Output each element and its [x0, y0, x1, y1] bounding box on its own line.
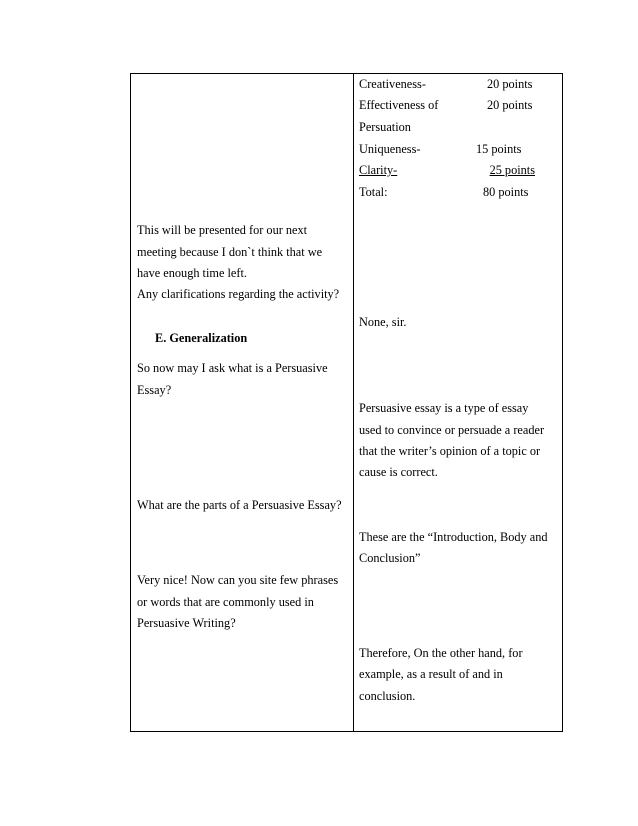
teacher-question: Essay?	[137, 383, 172, 397]
teacher-line: have enough time left.	[137, 266, 247, 280]
rubric-points: 25 points	[489, 163, 535, 177]
student-answer: Persuasive essay is a type of essay	[359, 401, 529, 415]
rubric-total-label: Total:	[359, 185, 388, 199]
teacher-question: Persuasive Writing?	[137, 616, 236, 630]
rubric-criterion: Creativeness-	[359, 77, 426, 91]
student-answer: These are the “Introduction, Body and	[359, 530, 548, 544]
student-answer: None, sir.	[359, 315, 407, 329]
rubric-total-points: 80 points	[483, 185, 529, 199]
rubric-criterion: Persuation	[359, 120, 411, 134]
student-answer: conclusion.	[359, 689, 416, 703]
student-answer: example, as a result of and in	[359, 667, 503, 681]
section-heading: E. Generalization	[155, 331, 248, 345]
teacher-question: So now may I ask what is a Persuasive	[137, 361, 328, 375]
column-divider	[353, 73, 354, 732]
student-answer: that the writer’s opinion of a topic or	[359, 444, 541, 458]
teacher-line: This will be presented for our next	[137, 223, 308, 237]
teacher-question: or words that are commonly used in	[137, 595, 314, 609]
rubric-points: 20 points	[487, 98, 533, 112]
student-answer: Conclusion”	[359, 551, 421, 565]
teacher-question: Very nice! Now can you site few phrases	[137, 573, 339, 587]
rubric-criterion: Clarity-	[359, 163, 398, 177]
student-answer: used to convince or persuade a reader	[359, 423, 545, 437]
teacher-line: Any clarifications regarding the activity?	[137, 287, 340, 301]
teacher-line: meeting because I don`t think that we	[137, 245, 323, 259]
teacher-question: What are the parts of a Persuasive Essay?	[137, 498, 342, 512]
rubric-criterion: Effectiveness of	[359, 98, 439, 112]
rubric-points: 15 points	[476, 142, 522, 156]
rubric-criterion: Uniqueness-	[359, 142, 421, 156]
student-answer: cause is correct.	[359, 465, 438, 479]
rubric-points: 20 points	[487, 77, 533, 91]
student-answer: Therefore, On the other hand, for	[359, 646, 523, 660]
